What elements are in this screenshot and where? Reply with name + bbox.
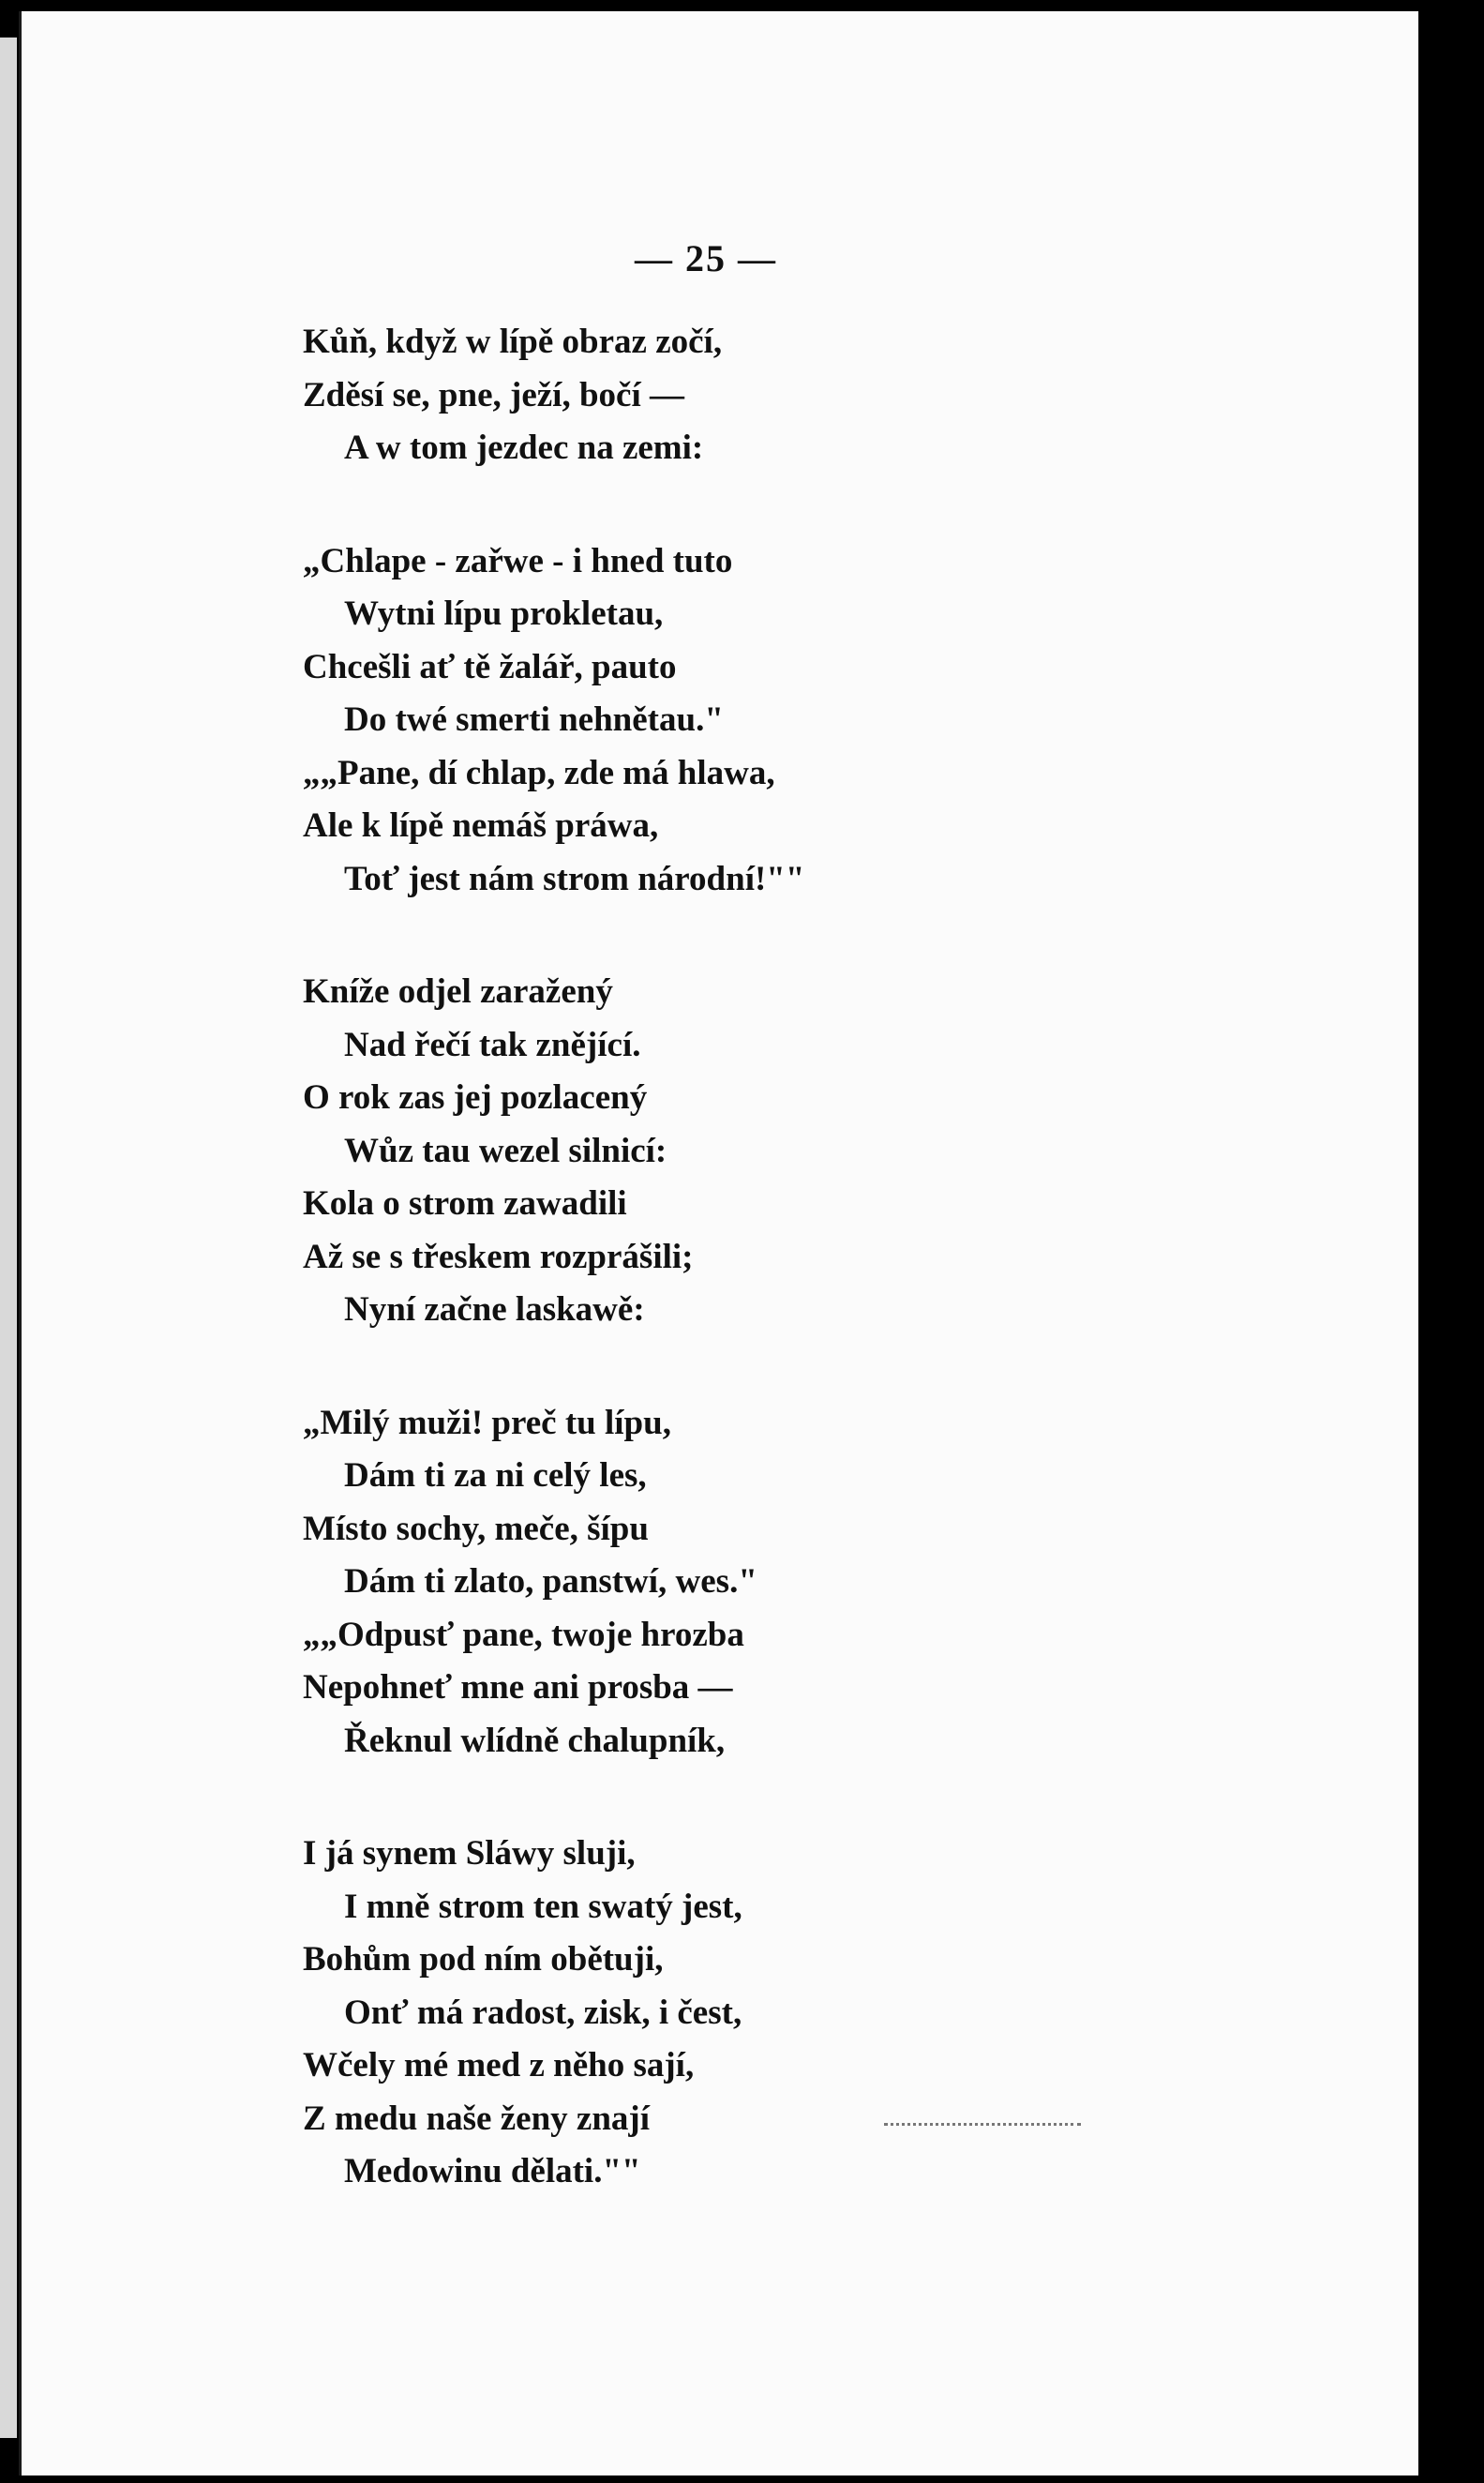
- poem-line: Wytni lípu prokletau,: [344, 594, 664, 633]
- poem-text: [303, 316, 1147, 2259]
- poem-line: Toť jest nám strom národní!"": [344, 859, 805, 898]
- stanza: [303, 316, 1147, 475]
- poem-line: Kůň, když w lípě obraz zočí,: [303, 323, 723, 361]
- page-number: — 25 —: [635, 237, 777, 279]
- adjacent-page-edge: [0, 38, 17, 2438]
- poem-line: Až se s třeskem rozprášili;: [303, 1237, 694, 1276]
- stanza: [303, 966, 1147, 1337]
- poem-line: Nad řečí tak znějící.: [344, 1025, 641, 1064]
- poem-line: „„Pane, dí chlap, zde má hlawa,: [303, 753, 775, 792]
- poem-line: Z medu naše ženy znají: [303, 2099, 650, 2138]
- poem-line: Místo sochy, meče, šípu: [303, 1509, 649, 1548]
- poem-line: A w tom jezdec na zemi:: [344, 429, 704, 467]
- poem-line: Dám ti zlato, panstwí, wes.": [344, 1562, 757, 1601]
- poem-line: Onť má radost, zisk, i čest,: [344, 1993, 742, 2032]
- poem-line: Medowinu dělati."": [344, 2152, 641, 2190]
- poem-line: „„Odpusť pane, twoje hrozba: [303, 1615, 744, 1654]
- poem-line: Dám ti za ni celý les,: [344, 1456, 647, 1495]
- poem-line: Do twé smerti nehnětau.": [344, 700, 724, 739]
- poem-line: I mně strom ten swatý jest,: [344, 1887, 742, 1926]
- poem-line: Ale k lípě nemáš práwa,: [303, 806, 659, 845]
- poem-line: O rok zas jej pozlacený: [303, 1078, 648, 1117]
- poem-line: Wčely mé med z něho sají,: [303, 2046, 695, 2084]
- poem-line: Řeknul wlídně chalupník,: [344, 1721, 726, 1760]
- poem-line: Chcešli ať tě žalář, pauto: [303, 647, 677, 686]
- stanza: [303, 535, 1147, 907]
- poem-line: Kola o strom zawadili: [303, 1184, 627, 1223]
- poem-line: „Milý muži! preč tu lípu,: [303, 1403, 671, 1442]
- poem-line: I já synem Sláwy sluji,: [303, 1834, 636, 1873]
- print-smudge: [884, 2112, 1081, 2126]
- poem-line: Nepohneť mne ani prosba —: [303, 1668, 733, 1707]
- stanza: [303, 1828, 1147, 2199]
- poem-line: Zděsí se, pne, ježí, bočí —: [303, 375, 684, 414]
- poem-line: Bohům pod ním obětuji,: [303, 1940, 664, 1979]
- poem-line: „Chlape - zařwe - i hned tuto: [303, 541, 733, 580]
- stanza: [303, 1397, 1147, 1768]
- poem-line: Nyní začne laskawě:: [344, 1290, 645, 1329]
- poem-line: Wůz tau wezel silnicí:: [344, 1131, 667, 1170]
- book-page: [19, 11, 1418, 2475]
- poem-line: Kníže odjel zaražený: [303, 972, 613, 1011]
